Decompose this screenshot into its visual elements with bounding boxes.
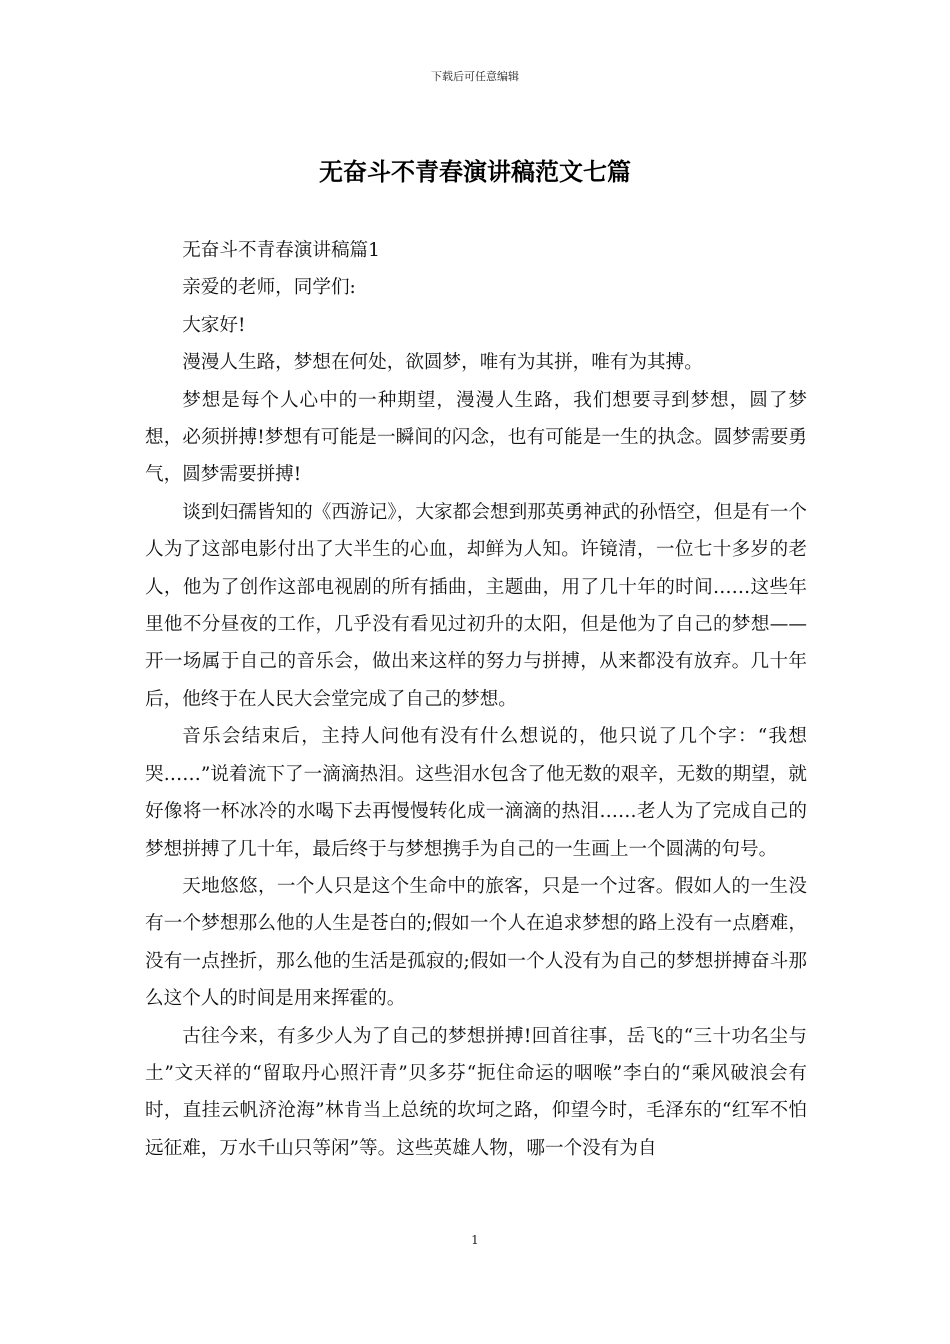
section-heading: 无奋斗不青春演讲稿篇1	[182, 240, 380, 261]
document-title: 无奋斗不青春演讲稿范文七篇	[319, 157, 631, 186]
page-number: 1	[471, 1233, 479, 1247]
body-paragraph: 谈到妇孺皆知的《西游记》，大家都会想到那英勇神武的孙悟空，但是有一个人为了这部电影付出了大半生的心血，却鲜为人知。许镜清，一位七十多岁的老人，他为了创作这部电视剧的所有插曲，主题曲，用了几十年的时间……这些年里他不分昼夜的工作，几乎没有看见过初升的太阳，但是他为了自己的梦想——开一场属于自己的音乐会，做出来这样的努力与拼搏，从来都没有放弃。几十年后，他终于在人民大会堂完成了自己的梦想。	[145, 501, 807, 710]
body-paragraph: 漫漫人生路，梦想在何处，欲圆梦，唯有为其拼，唯有为其搏。	[182, 352, 703, 374]
body-paragraph: 梦想是每个人心中的一种期望，漫漫人生路，我们想要寻到梦想，圆了梦想，必须拼搏!梦想有可能是一瞬间的闪念，也有可能是一生的执念。圆梦需要勇气，圆梦需要拼搏!	[145, 389, 807, 486]
salutation: 亲爱的老师，同学们:	[182, 277, 356, 299]
body-paragraph: 古往今来，有多少人为了自己的梦想拼搏!回首往事，岳飞的“三十功名尘与土”文天祥的“留取丹心照汗青”贝多芬“扼住命运的咽喉”李白的“乘风破浪会有时，直挂云帆济沧海”林肯当上总统的坎坷之路，仰望今时，毛泽东的“红军不怕远征难，万水千山只等闲”等。这些英雄人物，哪一个没有为自	[145, 1025, 807, 1159]
document-body	[145, 232, 807, 1167]
greeting: 大家好!	[182, 314, 246, 336]
body-paragraph: 音乐会结束后，主持人问他有没有什么想说的，他只说了几个字：“我想哭……”说着流下了一滴滴热泪。这些泪水包含了他无数的艰辛，无数的期望，就好像将一杯冰冷的水喝下去再慢慢转化成一滴滴的热泪……老人为了完成自己的梦想拼搏了几十年，最后终于与梦想携手为自己的一生画上一个圆满的句号。	[145, 726, 807, 860]
body-paragraph: 天地悠悠，一个人只是这个生命中的旅客，只是一个过客。假如人的一生没有一个梦想那么他的人生是苍白的;假如一个人在追求梦想的路上没有一点磨难，没有一点挫折，那么他的生活是孤寂的;假如一个人没有为自己的梦想拼搏奋斗那么这个人的时间是用来挥霍的。	[145, 875, 807, 1010]
page-header-note: 下载后可任意编辑	[431, 70, 519, 83]
